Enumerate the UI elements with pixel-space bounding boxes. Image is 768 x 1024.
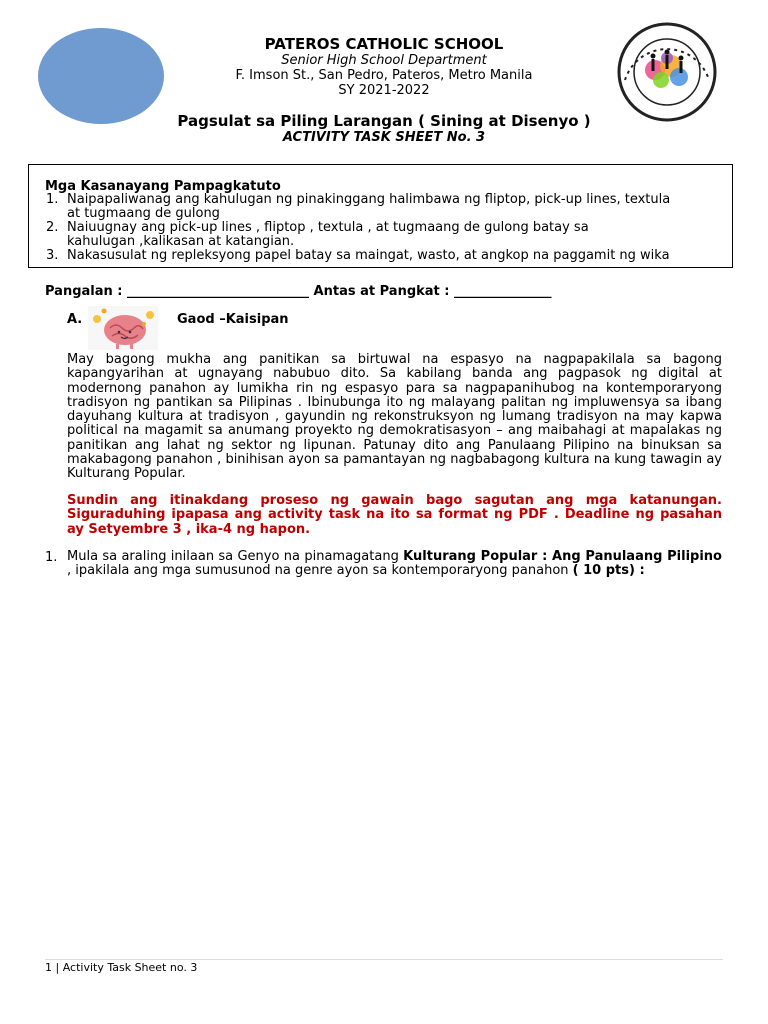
competency-text: Naiuugnay ang pick-up lines , fliptop , textula , at tugmaang de gulong batay sa bbox=[67, 220, 589, 235]
school-year: SY 2021-2022 bbox=[338, 83, 430, 98]
page-footer: 1 | Activity Task Sheet no. 3 bbox=[45, 961, 198, 974]
question-text-part: Mula sa araling inilaan sa Genyo na pinamagatang bbox=[67, 549, 404, 564]
department: Senior High School Department bbox=[281, 53, 487, 68]
competency-text: Naipapaliwanag ang kahulugan ng pinakinggang halimbawa ng fliptop, pick-up lines, textula bbox=[67, 192, 671, 207]
instruction-text: Sundin ang itinakdang proseso ng gawain bago sagutan ang mga katanungan. Siguraduhing ipapasa ang activity task na ito sa format ng PDF . Deadline ng pasahan ay Setyembre 3 , ika-4 ng hapon. bbox=[67, 493, 722, 537]
lesson-title: Kulturang Popular : Ang Panulaang Pilipino bbox=[403, 549, 722, 564]
brain-icon bbox=[88, 306, 158, 350]
points-label: ( 10 pts) : bbox=[572, 563, 645, 579]
school-address: F. Imson St., San Pedro, Pateros, Metro Manila bbox=[235, 68, 533, 83]
competency-text: kahulugan ,kalikasan at katangian. bbox=[67, 234, 295, 249]
school-name: PATEROS CATHOLIC SCHOOL bbox=[264, 35, 504, 53]
name-and-section-line[interactable]: Pangalan : ____________________________ Antas at Pangkat : _______________ bbox=[45, 284, 552, 299]
task-title: ACTIVITY TASK SHEET No. 3 bbox=[282, 130, 486, 145]
intro-paragraph: May bagong mukha ang panitikan sa birtuwal na espasyo na nagpapakilala sa bagong kapangyarihan at ugnayang nabubuo dito. Sa kabilang banda ang pagpasok ng digital at modernong panahon ay lumikha rin ng espasyo para sa nagpapanihubog na kontemporaryong tradisyon ng pantikan sa Pilipinas . Ibinubunga ito ng malayang palitan ng impluwensya sa ibang dayuhang kultura at tradisyon , gayundin ng rekonstruksyon ng lumang tradisyon na may kapwa political na magamit sa anumang proyekto ng demokratisasyon – ang maibahagi at mapalakas ng panitikan ang lahat ng sektor ng lipunan. Patunay dito ang Panulaang Pilipino na binuksan sa makabagong panahon , binihisan ayon sa pamantayan ng nagbabagong kultura na kung tawagin ay Kulturang Popular. bbox=[67, 352, 722, 482]
footer-divider bbox=[45, 959, 723, 960]
question-number: 1. bbox=[45, 550, 58, 565]
competency-number: 3. bbox=[46, 248, 59, 263]
question-text-part: , ipakilala ang mga sumusunod na genre ayon sa kontemporaryong panahon bbox=[67, 563, 573, 579]
competencies-title: Mga Kasanayang Pampagkatuto bbox=[45, 179, 281, 194]
competency-number: 2. bbox=[46, 220, 59, 235]
competency-number: 1. bbox=[46, 192, 59, 207]
question-text bbox=[67, 550, 722, 579]
competency-text: at tugmaang de gulong bbox=[67, 206, 220, 221]
competency-text: Nakasusulat ng repleksyong papel batay sa maingat, wasto, at angkop na paggamit ng wika bbox=[67, 248, 670, 263]
competencies-box bbox=[28, 164, 733, 268]
section-letter: A. bbox=[67, 312, 83, 327]
subject-title: Pagsulat sa Piling Larangan ( Sining at Disenyo ) bbox=[177, 112, 591, 130]
section-title: Gaod –Kaisipan bbox=[177, 312, 289, 327]
